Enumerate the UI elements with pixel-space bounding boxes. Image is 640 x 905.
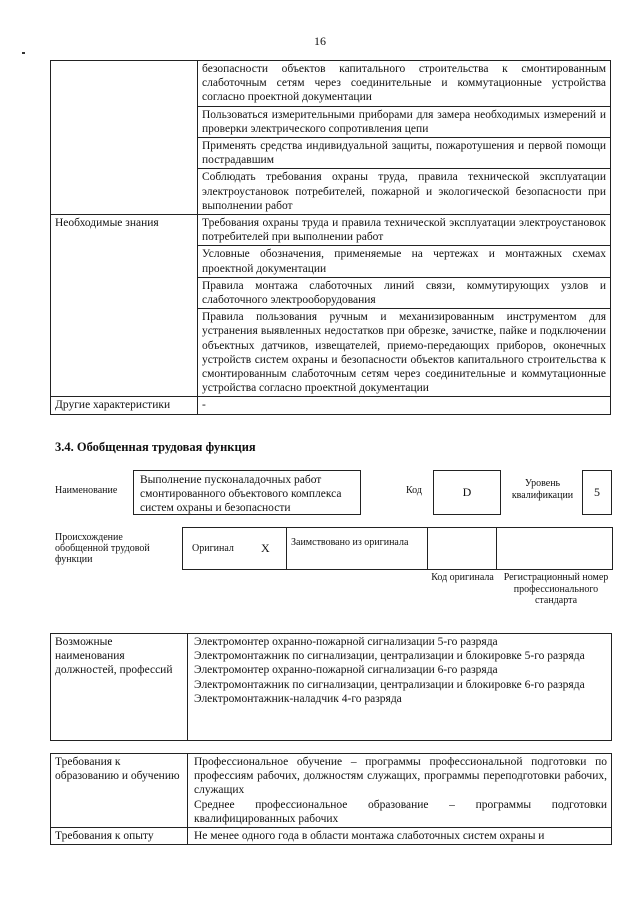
knowledge-item: Правила монтажа слаботочных линий связи, коммутирующих узлов и слаботочного электрооборудования	[198, 277, 611, 308]
experience-label: Требования к опыту	[51, 828, 188, 845]
registration-number-caption: Регистрационный номер профессионального стандарта	[503, 572, 609, 606]
positions-label: Возможные наименования должностей, профессий	[51, 634, 188, 741]
knowledge-item: Требования охраны труда и правила технической эксплуатации электроустановок потребителей при выполнении работ	[198, 215, 611, 246]
positions-table	[50, 633, 612, 741]
skill-item: Соблюдать требования охраны труда, правила технической эксплуатации электроустановок потребителей, пожарной и экологической безопасности при выполнении работ	[198, 169, 611, 215]
position-item: Электромонтер охранно-пожарной сигнализации 6-го разряда	[194, 664, 498, 677]
experience-value: Не менее одного года в области монтажа слаботочных систем охраны и	[188, 828, 612, 845]
origin-row-box	[182, 527, 613, 570]
skills-knowledge-table	[50, 60, 611, 415]
knowledge-item: Условные обозначения, применяемые на чертежах и монтажных схемах проектной документации	[198, 246, 611, 277]
education-label: Требования к образованию и обучению	[51, 754, 188, 828]
skill-item: Применять средства индивидуальной защиты, пожаротушения и первой помощи пострадавшим	[198, 138, 611, 169]
position-item: Электромонтажник по сигнализации, централизации и блокировке 6-го разряда	[194, 678, 585, 691]
skill-item: Пользоваться измерительными приборами для замера необходимых измерений и проверки электрического сопротивления цепи	[198, 106, 611, 137]
requirements-table	[50, 753, 612, 845]
other-characteristics-label: Другие характеристики	[51, 397, 198, 414]
position-item: Электромонтер охранно-пожарной сигнализации 5-го разряда	[194, 636, 498, 648]
margin-mark	[22, 52, 25, 54]
education-item: Профессиональное обучение – программы профессиональной подготовки по профессиям рабочих, должностям служащих, программы переподготовки рабочих, служащих	[194, 756, 607, 797]
qualification-level-label: Уровень квалификации	[511, 478, 574, 501]
skills-label-cell	[51, 61, 198, 215]
other-characteristics-value: -	[198, 397, 611, 414]
origin-label: Происхождение обобщенной трудовой функции	[55, 532, 150, 565]
position-item: Электромонтажник-наладчик 4-го разряда	[194, 692, 402, 705]
knowledge-label: Необходимые знания	[51, 215, 198, 397]
name-label: Наименование	[55, 485, 118, 496]
education-item: Среднее профессиональное образование – программы подготовки квалифицированных рабочих	[194, 798, 607, 825]
borrowed-label: Заимствовано из оригинала	[291, 537, 409, 548]
code-label: Код	[406, 485, 422, 496]
function-name-box: Выполнение пусконаладочных работ смонтированного объектового комплекса систем охраны и безопасности	[133, 470, 361, 515]
education-list	[188, 754, 612, 828]
knowledge-item: Правила пользования ручным и механизированным инструментом для устранения выявленных недостатков при обрезке, зачистке, пайке и подключении объектных датчиков, извещателей, приемо-передающих приборов, оконечных устройств систем охраны и безопасности объектов капитального строительства к смонтированным слаботочным сетям через соединительные и коммутационные устройства согласно проектной документации	[198, 309, 611, 397]
original-label: Оригинал	[192, 543, 234, 554]
code-value-box: D	[433, 470, 501, 515]
section-title: 3.4. Обобщенная трудовая функция	[55, 440, 256, 454]
page-number: 16	[314, 34, 326, 48]
code-original-caption: Код оригинала	[431, 572, 494, 583]
original-mark: X	[261, 541, 270, 555]
positions-list	[188, 634, 612, 741]
qualification-level-box: 5	[582, 470, 612, 515]
skill-item: безопасности объектов капитального строительства к смонтированным слаботочным сетям через соединительные и коммутационные устройства согласно проектной документации	[198, 61, 611, 107]
position-item: Электромонтажник по сигнализации, централизации и блокировке 5-го разряда	[194, 650, 585, 663]
